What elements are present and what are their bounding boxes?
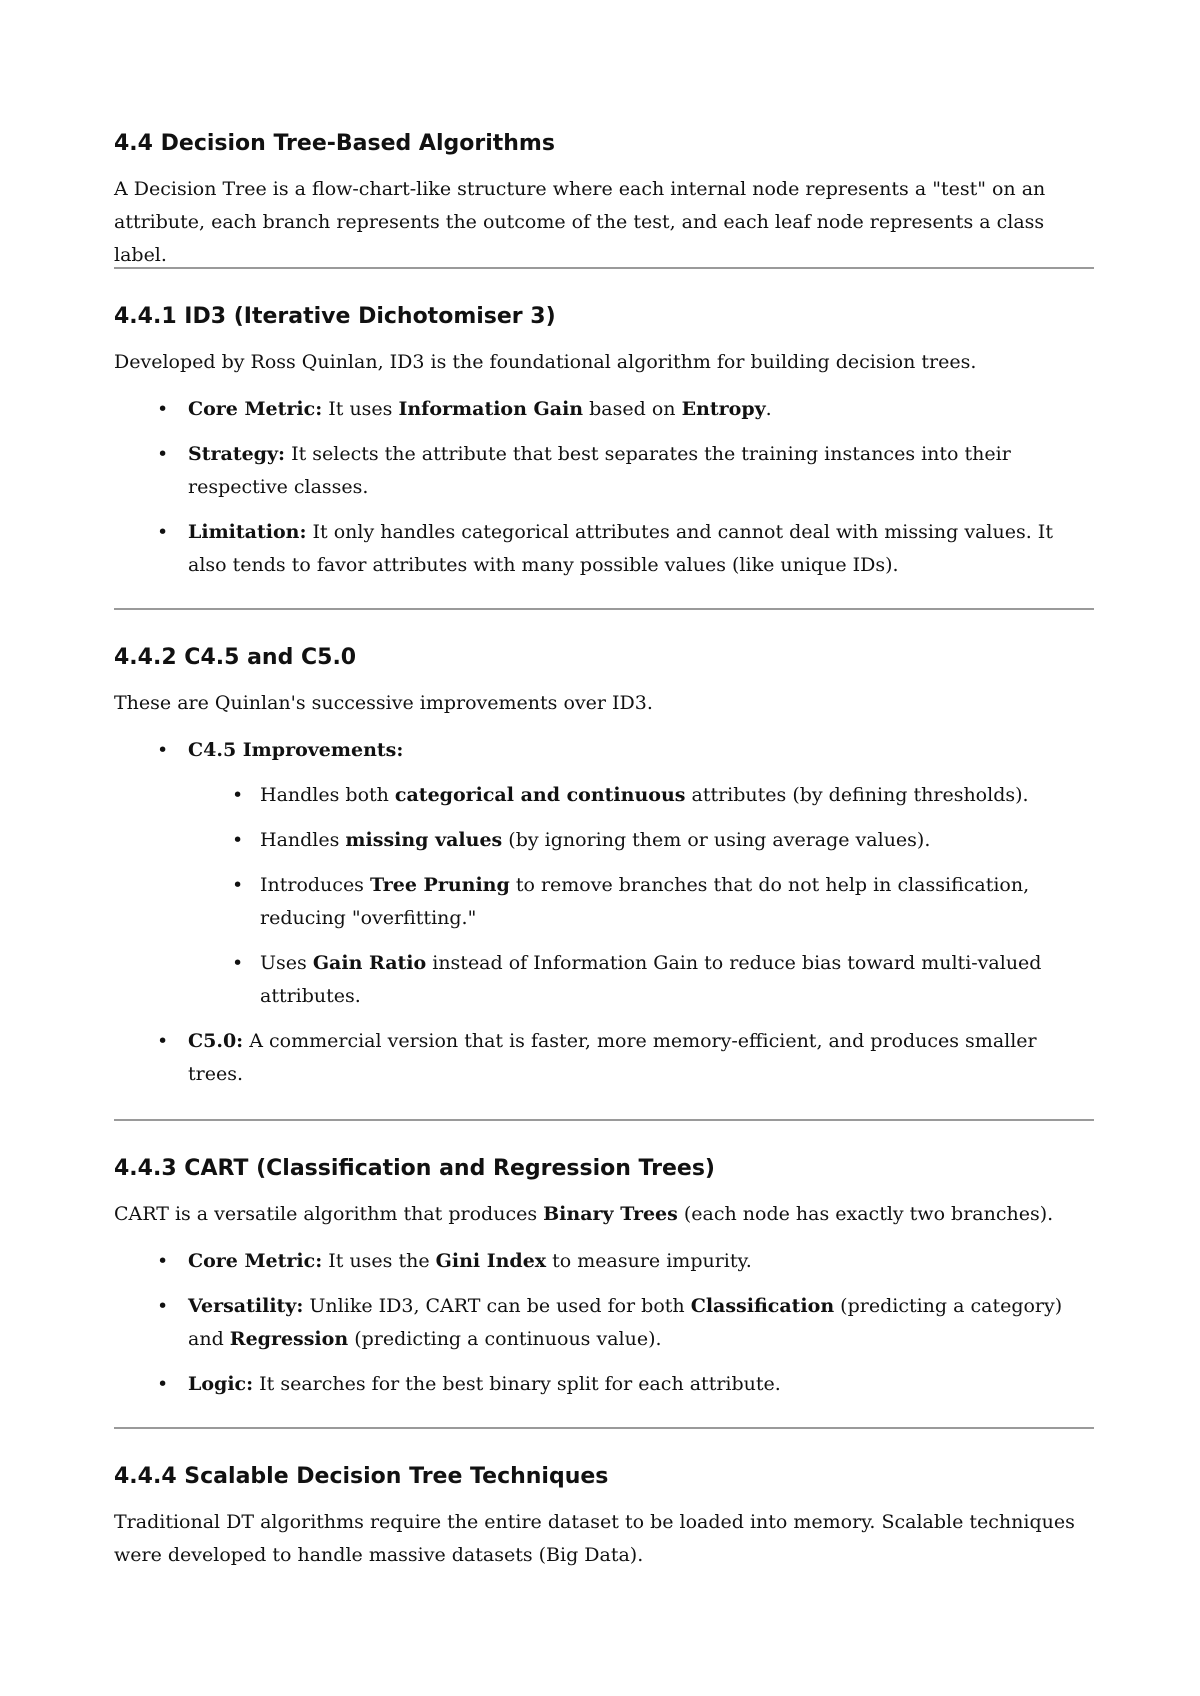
section-heading: 4.4 Decision Tree-Based Algorithms xyxy=(114,131,555,156)
section-4-4-1 xyxy=(114,302,1094,594)
divider xyxy=(114,1119,1094,1121)
section-4-4-3 xyxy=(114,1154,1094,1413)
list-item: • Strategy: It selects the attribute that best separates the training instances into their respective classes. xyxy=(114,438,1094,504)
section-intro: CART is a versatile algorithm that produces Binary Trees (each node has exactly two branches). xyxy=(114,1203,1054,1225)
list-item: • Logic: It searches for the best binary split for each attribute. xyxy=(114,1368,1094,1401)
section-heading: 4.4.2 C4.5 and C5.0 xyxy=(114,645,357,670)
section-intro: These are Quinlan's successive improvements over ID3. xyxy=(114,692,653,714)
section-4-4-2 xyxy=(114,643,1094,1103)
section-intro: Traditional DT algorithms require the entire dataset to be loaded into memory. Scalable techniques were developed to handle massive datasets (Big Data). xyxy=(114,1511,1075,1566)
sub-list-item: • Introduces Tree Pruning to remove branches that do not help in classification, reducing "overfitting." xyxy=(188,869,1094,935)
bullet-list xyxy=(114,1245,1094,1401)
section-heading: 4.4.1 ID3 (Iterative Dichotomiser 3) xyxy=(114,304,556,329)
list-item: • C4.5 Improvements: • Handles both categorical and continuous attributes (by defining thresholds). • Handles missing values (by ignoring them or using average values). • Introduces Tree Pruning to remove branches that do not help in classification, reducing "overfitting." • Uses Gain Ratio instead of Information Gain to reduce bias toward multi-valued attributes. xyxy=(114,734,1094,1013)
section-heading: 4.4.4 Scalable Decision Tree Techniques xyxy=(114,1464,609,1489)
section-intro: A Decision Tree is a flow-chart-like structure where each internal node represents a "test" on an attribute, each branch represents the outcome of the test, and each leaf node represents a class label. xyxy=(114,178,1046,266)
list-item: • C5.0: A commercial version that is faster, more memory-efficient, and produces smaller trees. xyxy=(114,1025,1094,1091)
list-item: • Limitation: It only handles categorical attributes and cannot deal with missing values. It also tends to favor attributes with many possible values (like unique IDs). xyxy=(114,516,1094,582)
section-4-4-4 xyxy=(114,1462,1094,1572)
divider xyxy=(114,267,1094,269)
list-item: • Core Metric: It uses the Gini Index to measure impurity. xyxy=(114,1245,1094,1278)
bullet-list xyxy=(114,393,1094,582)
sub-list-item: • Handles both categorical and continuous attributes (by defining thresholds). xyxy=(188,779,1094,812)
list-item: • Versatility: Unlike ID3, CART can be used for both Classification (predicting a category) and Regression (predicting a continuous value). xyxy=(114,1290,1094,1356)
list-item: • Core Metric: It uses Information Gain based on Entropy. xyxy=(114,393,1094,426)
sub-list-item: • Uses Gain Ratio instead of Information Gain to reduce bias toward multi-valued attributes. xyxy=(188,947,1094,1013)
section-heading: 4.4.3 CART (Classification and Regression Trees) xyxy=(114,1156,715,1181)
divider xyxy=(114,1427,1094,1429)
sub-list-item: • Handles missing values (by ignoring them or using average values). xyxy=(188,824,1094,857)
section-4-4 xyxy=(114,129,1094,272)
sub-list xyxy=(188,779,1094,1013)
bullet-list xyxy=(114,734,1094,1091)
divider xyxy=(114,608,1094,610)
section-intro: Developed by Ross Quinlan, ID3 is the foundational algorithm for building decision trees. xyxy=(114,351,977,373)
